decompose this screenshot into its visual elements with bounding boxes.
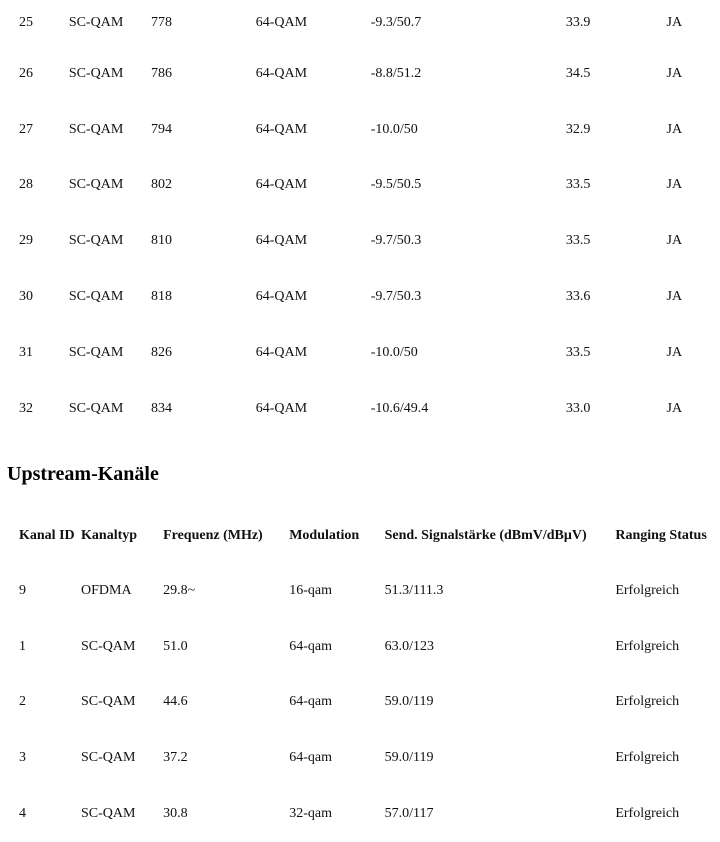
channel-id-cell: 25 xyxy=(19,15,33,30)
upstream-row xyxy=(0,675,720,731)
downstream-row xyxy=(0,46,720,102)
frequency-cell: 818 xyxy=(150,289,172,305)
upstream-row xyxy=(0,619,720,675)
power-cell: 57.0/117 xyxy=(384,806,434,822)
snr-cell: 33.0 xyxy=(565,400,591,416)
channel-id-cell: 30 xyxy=(19,289,33,305)
frequency-cell: 810 xyxy=(150,233,172,249)
channel-id-cell: 31 xyxy=(19,344,33,360)
upstream-row xyxy=(0,786,720,842)
snr-cell: 33.5 xyxy=(565,177,591,193)
power-cell: 59.0/119 xyxy=(384,694,434,710)
locked-cell: JA xyxy=(666,15,683,30)
snr-cell: 33.5 xyxy=(565,344,591,360)
snr-cell: 34.5 xyxy=(565,65,591,81)
power-cell: -10.0/50 xyxy=(370,121,418,137)
frequency-cell: 802 xyxy=(150,177,172,193)
channel-id-cell: 4 xyxy=(19,806,26,822)
power-cell: -8.8/51.2 xyxy=(370,65,422,81)
modulation-cell: 64-QAM xyxy=(255,65,308,81)
ranging-status-cell: Erfolgreich xyxy=(615,750,680,766)
frequency-cell: 794 xyxy=(150,121,172,137)
header-channel-id: Kanal ID xyxy=(19,527,75,543)
channel-type-cell: SC-QAM xyxy=(68,400,124,416)
channel-type-cell: SC-QAM xyxy=(68,344,124,360)
upstream-section-title: Upstream-Kanäle xyxy=(7,463,159,485)
modulation-cell: 32-qam xyxy=(289,806,332,822)
ranging-status-cell: Erfolgreich xyxy=(615,806,680,822)
power-cell: -9.3/50.7 xyxy=(370,15,422,30)
modulation-cell: 64-qam xyxy=(289,638,332,654)
frequency-cell: 786 xyxy=(150,65,172,81)
modulation-cell: 64-QAM xyxy=(255,177,308,193)
header-transmit-power: Send. Signalstärke (dBmV/dBμV) xyxy=(384,527,587,543)
frequency-cell: 37.2 xyxy=(163,750,188,766)
modulation-cell: 64-QAM xyxy=(255,233,308,249)
header-modulation: Modulation xyxy=(289,527,360,543)
channel-type-cell: SC-QAM xyxy=(68,233,124,249)
channel-type-cell: SC-QAM xyxy=(68,65,124,81)
power-cell: -9.7/50.3 xyxy=(370,289,422,305)
modulation-cell: 64-qam xyxy=(289,750,332,766)
channel-type-cell: SC-QAM xyxy=(68,121,124,137)
channel-type-cell: SC-QAM xyxy=(68,289,124,305)
snr-cell: 32.9 xyxy=(565,121,591,137)
power-cell: 59.0/119 xyxy=(384,750,434,766)
channel-type-cell: SC-QAM xyxy=(81,806,136,822)
power-cell: -9.5/50.5 xyxy=(370,177,422,193)
upstream-row xyxy=(0,563,720,619)
locked-cell: JA xyxy=(666,65,683,81)
frequency-cell: 29.8~ xyxy=(163,582,196,598)
channel-id-cell: 27 xyxy=(19,121,33,137)
channel-type-cell: SC-QAM xyxy=(81,750,136,766)
frequency-cell: 834 xyxy=(150,400,172,416)
channel-id-cell: 29 xyxy=(19,233,33,249)
snr-cell: 33.5 xyxy=(565,233,591,249)
channel-type-cell: SC-QAM xyxy=(81,638,136,654)
channel-id-cell: 3 xyxy=(19,750,26,766)
locked-cell: JA xyxy=(666,289,683,305)
channel-id-cell: 28 xyxy=(19,177,33,193)
channel-type-cell: OFDMA xyxy=(81,582,132,598)
channel-type-cell: SC-QAM xyxy=(81,694,136,710)
locked-cell: JA xyxy=(666,344,683,360)
locked-cell: JA xyxy=(666,177,683,193)
downstream-row xyxy=(0,102,720,158)
power-cell: -10.0/50 xyxy=(370,344,418,360)
modulation-cell: 16-qam xyxy=(289,582,332,598)
frequency-cell: 826 xyxy=(150,344,172,360)
header-channel-type: Kanaltyp xyxy=(81,527,138,543)
downstream-row xyxy=(0,325,720,381)
frequency-cell: 44.6 xyxy=(163,694,188,710)
header-ranging-status: Ranging Status xyxy=(615,527,707,543)
locked-cell: JA xyxy=(666,400,683,416)
downstream-row xyxy=(0,213,720,269)
power-cell: 51.3/111.3 xyxy=(384,582,444,598)
upstream-channel-table xyxy=(0,508,720,842)
power-cell: 63.0/123 xyxy=(384,638,434,654)
snr-cell: 33.9 xyxy=(565,15,591,30)
modulation-cell: 64-QAM xyxy=(255,121,308,137)
modulation-cell: 64-QAM xyxy=(255,344,308,360)
modulation-cell: 64-QAM xyxy=(255,15,308,30)
power-cell: -10.6/49.4 xyxy=(370,400,429,416)
downstream-row xyxy=(0,158,720,214)
upstream-row xyxy=(0,730,720,786)
ranging-status-cell: Erfolgreich xyxy=(615,638,680,654)
modulation-cell: 64-QAM xyxy=(255,289,308,305)
snr-cell: 33.6 xyxy=(565,289,591,305)
channel-id-cell: 2 xyxy=(19,694,26,710)
locked-cell: JA xyxy=(666,121,683,137)
channel-id-cell: 32 xyxy=(19,400,33,416)
locked-cell: JA xyxy=(666,233,683,249)
downstream-row xyxy=(0,381,720,437)
modulation-cell: 64-QAM xyxy=(255,400,308,416)
frequency-cell: 778 xyxy=(150,15,172,30)
channel-type-cell: SC-QAM xyxy=(68,177,124,193)
modulation-cell: 64-qam xyxy=(289,694,332,710)
power-cell: -9.7/50.3 xyxy=(370,233,422,249)
channel-type-cell: SC-QAM xyxy=(68,15,124,30)
downstream-row xyxy=(0,269,720,325)
header-frequency: Frequenz (MHz) xyxy=(163,527,263,543)
ranging-status-cell: Erfolgreich xyxy=(615,694,680,710)
frequency-cell: 51.0 xyxy=(163,638,188,654)
channel-id-cell: 9 xyxy=(19,582,26,598)
ranging-status-cell: Erfolgreich xyxy=(615,582,680,598)
channel-id-cell: 1 xyxy=(19,638,26,654)
channel-id-cell: 26 xyxy=(19,65,33,81)
upstream-header-row xyxy=(0,508,720,563)
downstream-row xyxy=(0,0,720,46)
frequency-cell: 30.8 xyxy=(163,806,188,822)
